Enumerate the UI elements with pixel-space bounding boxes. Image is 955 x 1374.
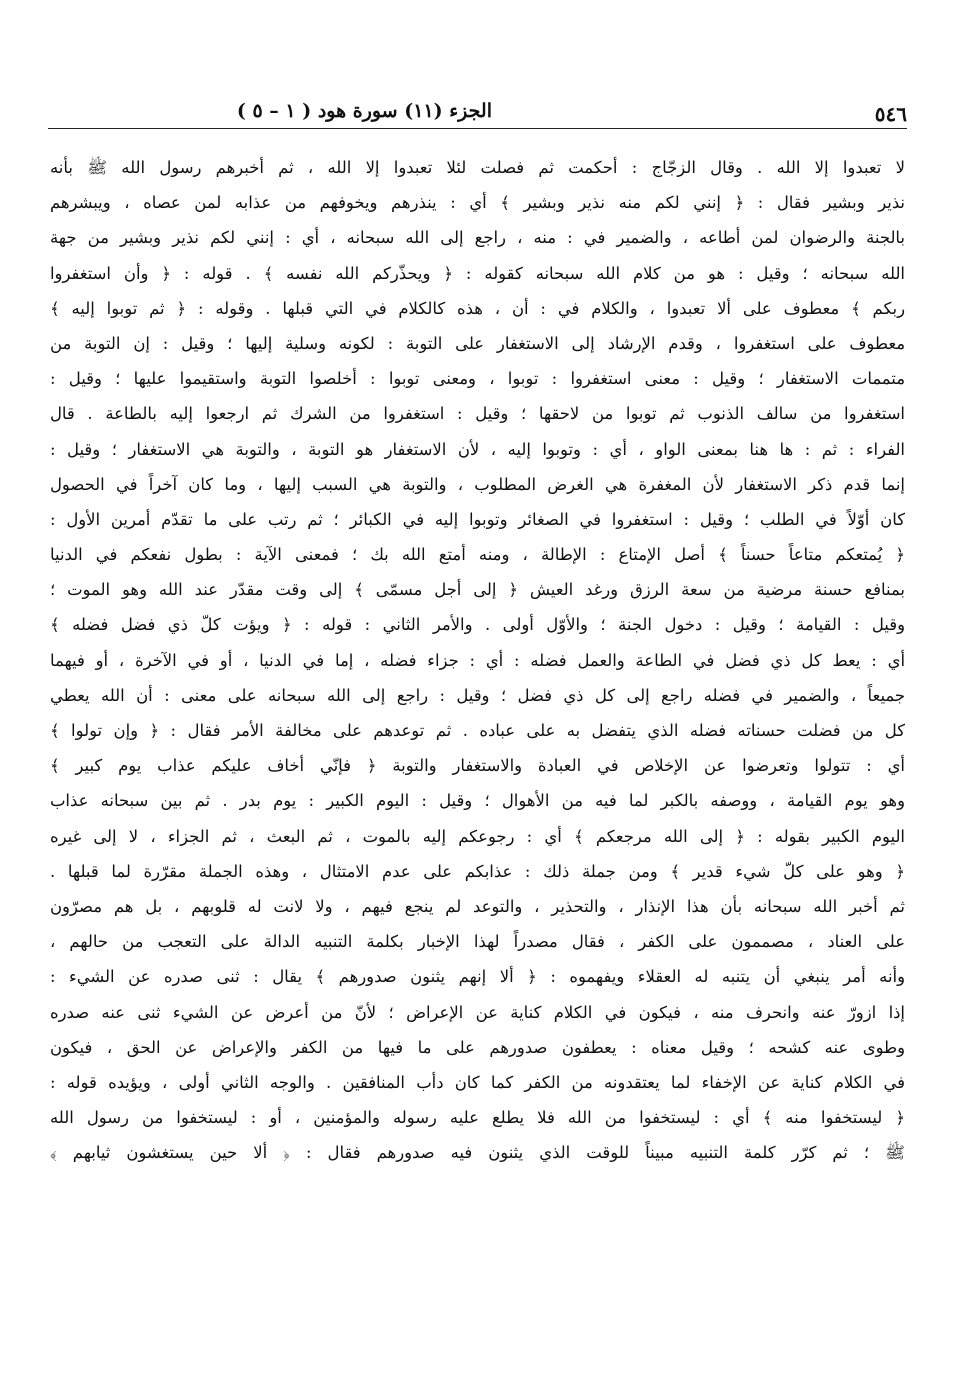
running-title: الجزء (١١) سورة هود ( ١ – ٥ ) (236, 100, 492, 122)
text-line: بالجنة والرضوان لمن أطاعه ، والضمير في : منه ، راجع إلى الله سبحانه ، أي : إنني لكم نذير وبشير من جهة (50, 228, 905, 248)
text-line: بمنافع حسنة مرضية من سعة الرزق ورغد العيش ﴿ إلى أجل مسمّى ﴾ إلى وقت مقدّر عند الله وهو الموت ؛ (50, 580, 905, 600)
text-line: استغفروا من سالف الذنوب ثم توبوا من لاحقها ؛ وقيل : استغفروا من الشرك ثم ارجعوا إليه بالطاعة . قال (50, 404, 905, 424)
text-line: وقيل : القيامة ؛ وقيل : دخول الجنة ؛ والأوّل أولى . والأمر الثاني : قوله : ﴿ ويؤت كلّ ذي فضل فضله ﴾ (50, 615, 905, 635)
text-line: كان أوّلاً في الطلب ؛ وقيل : استغفروا في الصغائر وتوبوا إليه في الكبائر ؛ ثم رتب على ما تقدّم أمرين الأول : (50, 509, 905, 529)
text-line: على العناد ، مصممون على الكفر ، فقال مصدراً لهذا الإخبار بكلمة التنبيه الدالة على التعجب من حالهم ، (50, 932, 905, 952)
text-line: إنما قدم ذكر الاستغفار لأن المغفرة هي الغرض المطلوب ، والتوبة هي السبب إليها ، وما كان آخراً في الحصول (50, 474, 905, 494)
text-line: نذير وبشير فقال : ﴿ إنني لكم منه نذير وبشير ﴾ أي : ينذرهم ويخوفهم من عذابه لمن عصاه ، ويبشرهم (50, 193, 905, 213)
text-line: وأنه أمر ينبغي أن يتنبه له العقلاء ويفهموه : ﴿ ألا إنهم يثنون صدورهم ﴾ يقال : ثنى صدره عن الشيء : (50, 967, 905, 987)
text-line: ثم أخبر الله سبحانه بأن هذا الإنذار ، والتحذير ، والتوعد لم ينجع فيهم ، ولا لانت له قلوبهم ، بل هم مصرّون (50, 896, 905, 916)
text-line: ﷺ ؛ ثم كرّر كلمة التنبيه مبيناً للوقت الذي يثنون فيه صدورهم فقال : ﴿ ألا حين يستغشون ثيابهم ﴾ (50, 1143, 905, 1163)
text-line: إذا ازورّ عنه وانحرف منه ، فيكون في الكلام كناية عن الإعراض ؛ لأنّ من أعرض عن الشيء ثنى عنه صدره (50, 1002, 905, 1022)
text-line: ﴿ ليستخفوا منه ﴾ أي : ليستخفوا من الله فلا يطلع عليه رسوله والمؤمنين ، أو : ليستخفوا من رسول الله (50, 1108, 905, 1128)
text-line: لا تعبدوا إلا الله . وقال الزجّاج : أحكمت ثم فصلت لئلا تعبدوا إلا الله ، ثم أخبرهم رسول الله ﷺ بأنه (50, 158, 905, 177)
text-line: كل من فضلت حسناته فضله الذي يتفضل به على عباده . ثم توعدهم على مخالفة الأمر فقال : ﴿ وإن تولوا ﴾ (50, 721, 905, 740)
page-number: ٥٤٦ (874, 102, 907, 126)
page-header (48, 96, 907, 126)
text-line: وطوى عنه كشحه ؛ وقيل معناه : يعطفون صدورهم على ما فيها من الكفر والإعراض عن الحق ، فيكون (50, 1037, 905, 1057)
text-line: أي : تتولوا وتعرضوا عن الإخلاص في العبادة والاستغفار والتوبة ﴿ فإنّي أخاف عليكم عذاب يوم كبير ﴾ (50, 756, 905, 776)
text-line: الفراء : ثم : ها هنا بمعنى الواو ، أي : وتوبوا إليه ، لأن الاستغفار هو التوبة ، والتوبة هي الاستغفار ؛ وقيل : (50, 439, 905, 459)
text-line: معطوف على استغفروا ، وقدم الإرشاد إلى الاستغفار على التوبة : لكونه وسلية إليها ؛ وقيل : إن التوبة من (50, 333, 905, 353)
text-line: ﴿ وهو على كلّ شيء قدير ﴾ ومن جملة ذلك : عذابكم على عدم الامتثال ، وهذه الجملة مقرّرة لما قبلها . (50, 861, 905, 881)
text-line: أي : يعط كل ذي فضل في الطاعة والعمل فضله : أي : جزاء فضله ، إما في الدنيا ، أو في الآخرة ، أو فيهما (50, 650, 905, 670)
text-line: ﴿ يُمتعكم متاعاً حسناً ﴾ أصل الإمتاع : الإطالة ، ومنه أمتع الله بك ؛ فمعنى الآية : بطول نفعكم في الدنيا (50, 545, 905, 565)
tafsir-body-text (50, 150, 905, 1170)
header-divider (48, 128, 907, 129)
text-line: اليوم الكبير بقوله : ﴿ إلى الله مرجعكم ﴾ أي : رجوعكم إليه بالموت ، ثم البعث ، ثم الجزاء ، لا إلى غيره (50, 826, 905, 846)
text-line: الله سبحانه ؛ وقيل : هو من كلام الله سبحانه كقوله : ﴿ ويحذّركم الله نفسه ﴾ . قوله : ﴿ وأن استغفروا (50, 263, 905, 283)
text-line: وهو يوم القيامة ، ووصفه بالكبر لما فيه من الأهوال ؛ وقيل : اليوم الكبير : يوم بدر . ثم بين سبحانه عذاب (50, 791, 905, 811)
text-line: ربكم ﴾ معطوف على ألا تعبدوا ، والكلام في : أن ، هذه كالكلام في التي قبلها . وقوله : ﴿ ثم توبوا إليه ﴾ (50, 298, 905, 318)
text-line: جميعاً ، والضمير في فضله راجع إلى كل ذي فضل ؛ وقيل : راجع إلى الله سبحانه على معنى : أن الله يعطي (50, 685, 905, 705)
text-line: في الكلام كناية عن الإخفاء لما يعتقدونه من الكفر كما كان دأب المنافقين . والوجه الثاني أولى ، ويؤيده قوله : (50, 1072, 905, 1092)
text-line: متممات الاستغفار ؛ وقيل : معنى استغفروا : توبوا ، ومعنى توبوا : أخلصوا التوبة واستقيموا عليها ؛ وقيل : (50, 369, 905, 389)
